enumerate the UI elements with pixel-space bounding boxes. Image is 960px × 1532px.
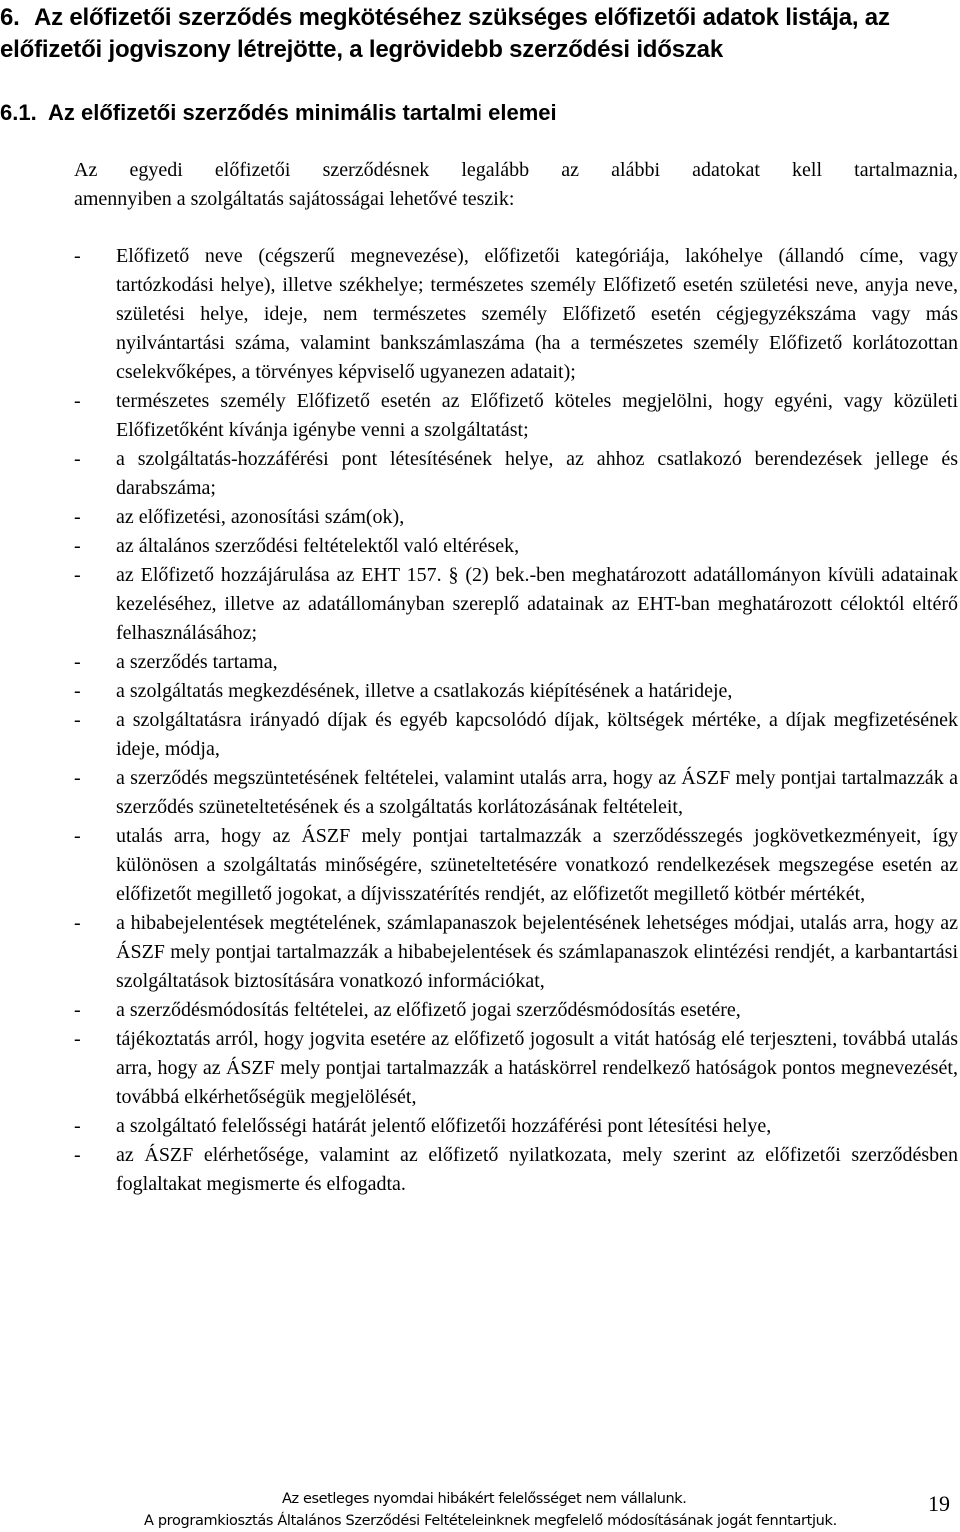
list-dash: -	[74, 767, 81, 789]
page-footer	[0, 1484, 960, 1531]
list-dash: -	[74, 709, 81, 731]
list-item-text: a szerződés megszüntetésének feltételei, valamint utalás arra, hogy az ÁSZF mely pontjai tartalmazzák a szerződés szüneteltetésének és a szolgáltatás korlátozásának feltételeit,	[116, 767, 958, 818]
intro-line-2: amennyiben a szolgáltatás sajátosságai lehetővé teszik:	[74, 188, 515, 210]
list-dash: -	[74, 1144, 81, 1166]
list-item	[74, 648, 958, 677]
list-dash: -	[74, 1115, 81, 1137]
list-dash: -	[74, 825, 81, 847]
footer-rights-note: A programkiosztás Általános Szerződési Feltételeinknek megfelelő módosításának jogát fenntartjuk.	[144, 1513, 837, 1529]
list-item-text: a szolgáltatás-hozzáférési pont létesítésének helye, az ahhoz csatlakozó berendezések jellege és darabszáma;	[116, 448, 958, 499]
intro-line-1: Az egyedi előfizetői szerződésnek legalább az alábbi adatokat kell tartalmaznia,	[74, 159, 958, 181]
list-dash: -	[74, 912, 81, 934]
list-item	[74, 1141, 958, 1199]
list-item	[74, 1112, 958, 1141]
list-dash: -	[74, 448, 81, 470]
list-item	[74, 822, 958, 909]
list-item	[74, 677, 958, 706]
list-item-text: a szolgáltatásra irányadó díjak és egyéb kapcsolódó díjak, költségek mértéke, a díjak megfizetésének ideje, módja,	[116, 709, 958, 760]
list-dash: -	[74, 999, 81, 1021]
list-item	[74, 706, 958, 764]
list-item	[74, 445, 958, 503]
list-dash: -	[74, 390, 81, 412]
list-dash: -	[74, 1028, 81, 1050]
subsection-title: Az előfizetői szerződés minimális tartalmi elemei	[48, 100, 557, 125]
required-data-list	[74, 242, 958, 1199]
list-item	[74, 561, 958, 648]
subsection-heading	[0, 98, 557, 128]
list-item-text: az általános szerződési feltételektől való eltérések,	[116, 535, 520, 557]
list-item-text: a szolgáltató felelősségi határát jelentő előfizetői hozzáférési pont létesítési helye,	[116, 1115, 772, 1137]
list-item-text: a szerződés tartama,	[116, 651, 278, 673]
list-item-text: Előfizető neve (cégszerű megnevezése), előfizetői kategóriája, lakóhelye (állandó címe, vagy tartózkodási helye), illetve székhelye; természetes személy Előfizető esetén születési neve, anyja neve, születési helye, ideje, nem természetes személy Előfizető esetén cégjegyzékszáma vagy más nyilvántartási száma, valamint bankszámlaszáma (ha a természetes személy Előfizető korlátozottan cselekvőképes, a törvényes képviselő ugyanezen adatait);	[116, 245, 958, 383]
intro-paragraph	[74, 156, 958, 214]
subsection-number: 6.1.	[0, 100, 37, 125]
list-dash: -	[74, 506, 81, 528]
list-item-text: az Előfizető hozzájárulása az EHT 157. § (2) bek.-ben meghatározott adatállományon kívüli adatainak kezeléséhez, illetve az adatállományban szereplő adatainak az EHT-ban meghatározott céloktól eltérő felhasználásához;	[116, 564, 958, 644]
page-number: 19	[928, 1491, 950, 1516]
list-item	[74, 764, 958, 822]
list-item	[74, 909, 958, 996]
list-item-text: tájékoztatás arról, hogy jogvita esetére az előfizető jogosult a vitát hatóság elé terjeszteni, továbbá utalás arra, hogy az ÁSZF mely pontjai tartalmazzák a hatáskörrel rendelkező hatóságok pontos megnevezését, továbbá elkérhetőségük megjelölését,	[116, 1028, 958, 1108]
list-item	[74, 387, 958, 445]
list-item-text: természetes személy Előfizető esetén az Előfizető köteles megjelölni, hogy egyéni, vagy közületi Előfizetőként kívánja igénybe venni a szolgáltatást;	[116, 390, 958, 441]
section-heading	[0, 2, 958, 66]
list-item	[74, 242, 958, 387]
list-item-text: a szerződésmódosítás feltételei, az előfizető jogai szerződésmódosítás esetére,	[116, 999, 741, 1021]
footer-disclaimer: Az esetleges nyomdai hibákért felelősséget nem vállalunk.	[282, 1491, 687, 1507]
list-item	[74, 532, 958, 561]
list-item	[74, 503, 958, 532]
list-item-text: az előfizetési, azonosítási szám(ok),	[116, 506, 405, 528]
list-item-text: utalás arra, hogy az ÁSZF mely pontjai tartalmazzák a szerződésszegés jogkövetkezményeit, így különösen a szolgáltatás minőségére, szüneteltetésére vonatkozó rendelkezések megszegése esetén az előfizetőt megillető jogokat, a díjvisszatérítés rendjét, az előfizetőt megillető kötbér mértékét,	[116, 825, 958, 905]
list-item	[74, 1025, 958, 1112]
section-title: Az előfizetői szerződés megkötéséhez szükséges előfizetői adatok listája, az előfizetői jogviszony létrejötte, a legrövidebb szerződési időszak	[0, 4, 890, 63]
list-item-text: a szolgáltatás megkezdésének, illetve a csatlakozás kiépítésének a határideje,	[116, 680, 733, 702]
section-number: 6.	[0, 4, 20, 31]
list-item	[74, 996, 958, 1025]
list-dash: -	[74, 245, 81, 267]
list-dash: -	[74, 651, 81, 673]
list-item-text: az ÁSZF elérhetősége, valamint az előfizető nyilatkozata, mely szerint az előfizetői szerződésben foglaltakat megismerte és elfogadta.	[116, 1144, 958, 1195]
list-dash: -	[74, 535, 81, 557]
list-item-text: a hibabejelentések megtételének, számlapanaszok bejelentésének lehetséges módjai, utalás arra, hogy az ÁSZF mely pontjai tartalmazzák a hibabejelentések és számlapanaszok elintézési rendjét, a karbantartási szolgáltatások biztosítására vonatkozó információkat,	[116, 912, 958, 992]
list-dash: -	[74, 680, 81, 702]
list-dash: -	[74, 564, 81, 586]
